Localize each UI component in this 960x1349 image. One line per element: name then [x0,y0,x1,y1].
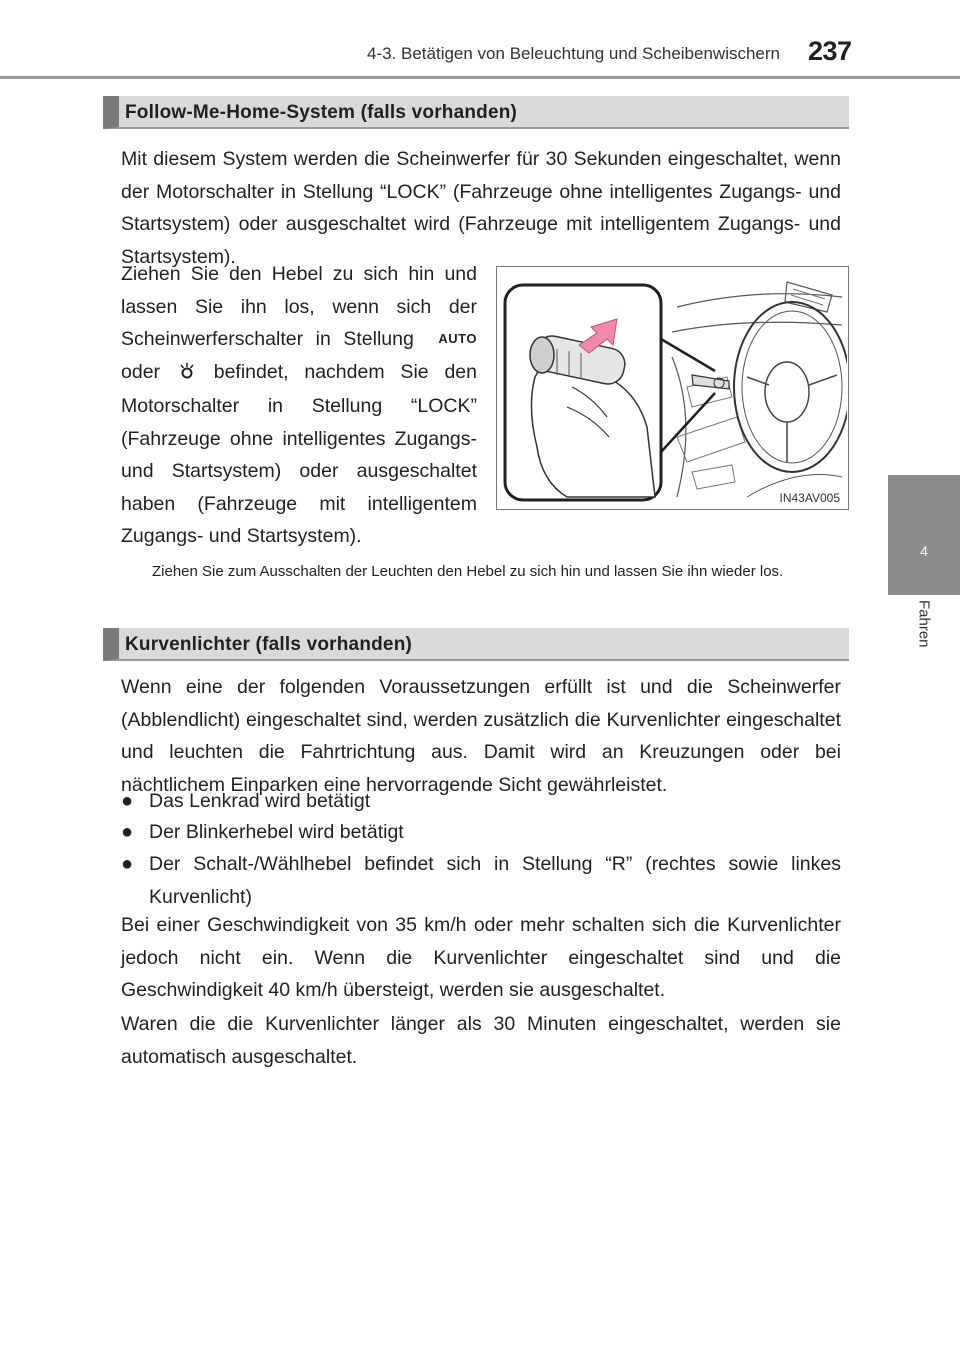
running-header-section-title: 4-3. Betätigen von Beleuchtung und Scheibenwischern [366,44,780,63]
kurvenlichter-timeout-paragraph: Waren die die Kurvenlichter länger als 30 Minuten eingeschaltet, werden sie automatisch ausgeschaltet. [121,1013,841,1068]
headlamp-icon [176,358,198,391]
list-item [121,848,841,913]
list-item-text: Der Schalt-/Wählhebel befindet sich in Stellung “R” (rechtes sowie linkes Kurvenlicht) [149,853,841,908]
follow-me-home-note: Ziehen Sie zum Ausschalten der Leuchten den Hebel zu sich hin und lassen Sie ihn wieder los. [152,563,784,580]
kurvenlichter-intro-paragraph: Wenn eine der folgenden Voraussetzungen erfüllt ist und die Scheinwerfer (Abblendlicht) eingeschaltet sind, werden zusätzlich die Kurvenlichter eingeschaltet und leuchten die Fahrtrichtung aus. Damit wird an Kreuzungen oder bei nächtlichem Einparken eine hervorragende Sicht gewährleistet. [121,676,841,796]
bullet-symbol: ● [121,853,134,875]
list-item-text: Der Blinkerhebel wird betätigt [149,821,404,843]
list-item [121,816,841,849]
bullet-symbol: ● [121,821,134,843]
header-rule [0,76,960,79]
chapter-label-text: Fahren [915,600,933,648]
list-item-text: Das Lenkrad wird betätigt [149,790,371,812]
section-heading-follow-me-home [103,96,849,129]
bullet-symbol: ● [121,790,134,812]
page-number: 237 [808,36,852,66]
chapter-tab [888,475,960,595]
chapter-label [912,600,936,670]
auto-symbol: AUTO [438,331,478,346]
follow-me-home-intro-paragraph: Mit diesem System werden die Scheinwerfer für 30 Sekunden eingeschaltet, wenn der Motorschalter in Stellung “LOCK” (Fahrzeuge ohne intelligentes Zugangs- und Startsystem) oder ausgeschaltet wird (Fahrzeuge mit intelligentem Zugangs- und Startsystem). [121,148,841,268]
kurvenlichter-speed-paragraph: Bei einer Geschwindigkeit von 35 km/h oder mehr schalten sich die Kurvenlichter jedoch nicht ein. Wenn die Kurvenlichter eingeschaltet sind und die Geschwindigkeit 40 km/h übersteigt, werden sie ausgeschaltet. [121,914,841,1001]
list-item [121,785,841,818]
chapter-number: 4 [920,543,928,559]
instruction-text-part2: befindet, nachdem Sie den Motorschalter in Stellung “LOCK” (Fahrzeuge ohne intelligentes Zugangs- und Startsystem) oder ausgeschaltet haben (Fahrzeuge mit intelligentem Zugangs- und Startsystem). [121,360,477,547]
section-heading-text: Follow-Me-Home-System (falls vorhanden) [125,102,518,123]
section-heading-text: Kurvenlichter (falls vorhanden) [125,634,413,655]
illustration-drawing [497,267,847,508]
instruction-text-oder: oder [121,360,176,383]
section-heading-kurvenlichter [103,628,849,661]
instruction-text-part1: Ziehen Sie den Hebel zu sich hin und lassen Sie ihn los, wenn sich der Scheinwerferschalter in Stellung [121,263,477,350]
figure-code: IN43AV005 [779,491,840,505]
follow-me-home-instruction-paragraph [121,258,477,553]
headlight-lever-illustration [496,266,849,510]
